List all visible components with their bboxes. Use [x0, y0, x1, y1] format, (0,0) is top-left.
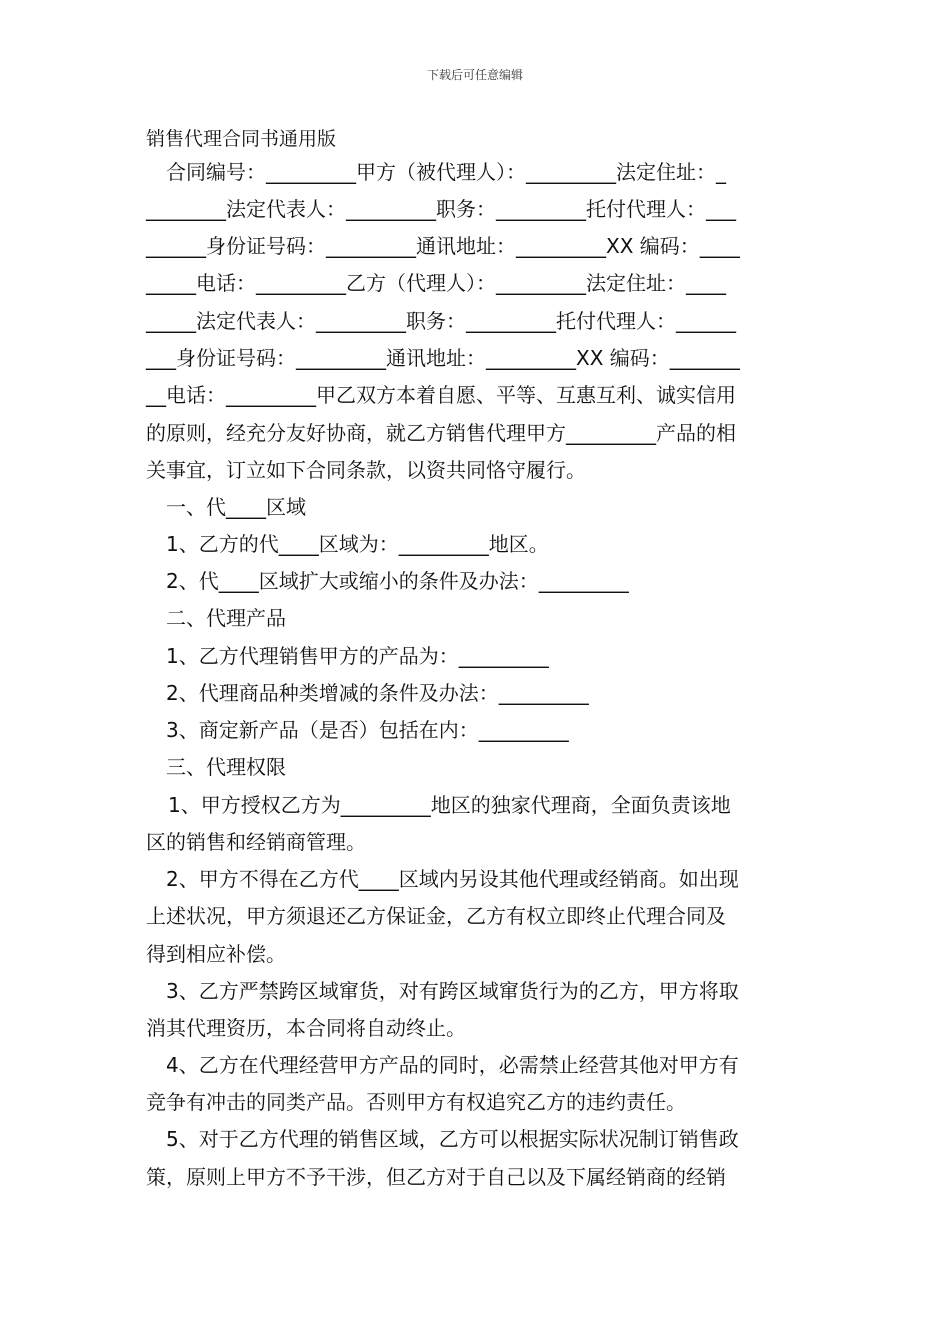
clause-line: 3、商定新产品（是否）包括在内：_________	[166, 718, 569, 742]
clause-line: 1、乙方代理销售甲方的产品为：_________	[166, 644, 549, 668]
clause-line: 4、乙方在代理经营甲方产品的同时，必需禁止经营其他对甲方有	[166, 1053, 739, 1077]
clause-line: 2、代____区域扩大或缩小的条件及办法：_________	[166, 569, 629, 593]
document-title: 销售代理合同书通用版	[146, 128, 337, 150]
body-line: 关事宜，订立如下合同条款，以资共同恪守履行。	[146, 458, 586, 482]
body-line: _____电话：_________乙方（代理人）：_________法定住址：____	[146, 271, 726, 295]
page-header: 下载后可任意编辑	[426, 68, 523, 82]
clause-line: 2、代理商品种类增减的条件及办法：_________	[166, 681, 589, 705]
clause-line: 1、乙方的代____区域为：_________地区。	[166, 532, 549, 556]
body-line: 的原则，经充分友好协商，就乙方销售代理甲方_________产品的相	[146, 421, 736, 445]
body-line: __电话：_________甲乙双方本着自愿、平等、互惠互利、诚实信用	[146, 383, 736, 407]
body-line: 竞争有冲击的同类产品。否则甲方有权追究乙方的违约责任。	[146, 1090, 686, 1114]
body-line: 消其代理资历，本合同将自动终止。	[146, 1016, 466, 1040]
body-line: 上述状况，甲方须退还乙方保证金，乙方有权立即终止代理合同及	[146, 904, 726, 928]
clause-line: 5、对于乙方代理的销售区域，乙方可以根据实际状况制订销售政	[166, 1127, 739, 1151]
body-line: ________法定代表人：_________职务：_________托付代理人：___	[146, 197, 736, 221]
section-heading: 二、代理产品	[166, 606, 286, 630]
body-line: 合同编号：_________甲方（被代理人）：_________法定住址：_	[166, 160, 726, 184]
body-line: 区的销售和经销商管理。	[146, 830, 366, 854]
body-line: 得到相应补偿。	[146, 942, 286, 966]
body-line: _____法定代表人：_________职务：_________托付代理人：______	[146, 309, 736, 333]
body-line: ___身份证号码：_________通讯地址：_________XX 编码：_______	[146, 346, 740, 370]
body-line: 策，原则上甲方不予干涉，但乙方对于自己以及下属经销商的经销	[146, 1165, 726, 1189]
clause-line: 1、甲方授权乙方为_________地区的独家代理商，全面负责该地	[168, 793, 731, 817]
clause-line: 3、乙方严禁跨区域窜货，对有跨区域窜货行为的乙方，甲方将取	[166, 979, 739, 1003]
clause-line: 2、甲方不得在乙方代____区域内另设其他代理或经销商。如出现	[166, 867, 739, 891]
section-heading: 一、代____区域	[166, 495, 306, 519]
body-line: ______身份证号码：_________通讯地址：_________XX 编码：____	[146, 234, 740, 258]
section-heading: 三、代理权限	[166, 755, 286, 779]
